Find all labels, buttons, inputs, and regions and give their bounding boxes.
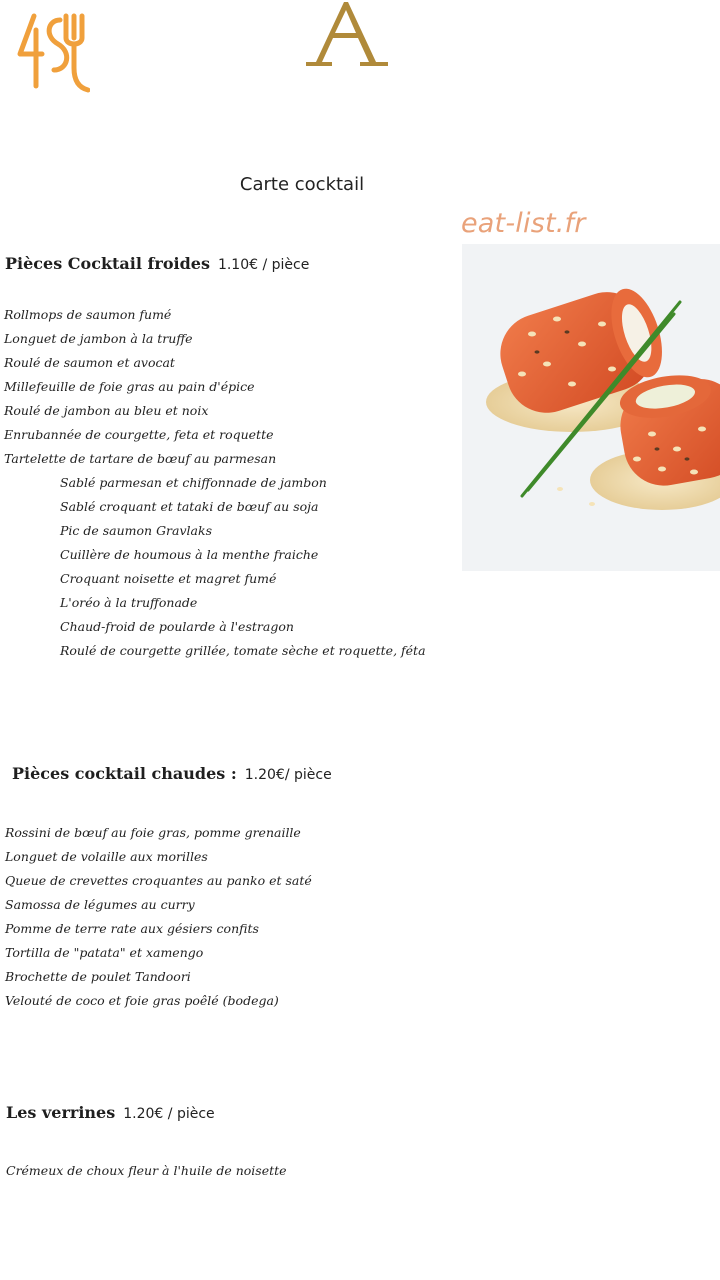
menu-item: Roulé de saumon et avocat (4, 355, 175, 370)
section-hot-title: Pièces cocktail chaudes : (12, 764, 237, 783)
menu-item: Rollmops de saumon fumé (4, 307, 172, 322)
section-verrines-price: 1.20€ / pièce (123, 1106, 215, 1122)
menu-item: Enrubannée de courgette, feta et roquette (4, 427, 274, 442)
menu-item: Rossini de bœuf au foie gras, pomme grenaille (5, 825, 301, 840)
section-hot-price: 1.20€/ pièce (244, 767, 332, 783)
section-verrines-heading (6, 1103, 215, 1122)
menu-item: Tartelette de tartare de bœuf au parmesan (4, 451, 277, 466)
menu-item: Chaud-froid de poularde à l'estragon (60, 619, 294, 634)
section-cold-heading (5, 254, 309, 273)
section-cold-title: Pièces Cocktail froides (5, 254, 210, 273)
watermark-text: eat-list.fr (461, 208, 586, 239)
menu-item: Pomme de terre rate aux gésiers confits (5, 921, 259, 936)
menu-item: Millefeuille de foie gras au pain d'épice (4, 379, 255, 394)
menu-item: Cuillère de houmous à la menthe fraiche (60, 547, 319, 562)
fork-knife-logo-icon (14, 10, 90, 96)
menu-item: Longuet de volaille aux morilles (5, 849, 208, 864)
restaurant-monogram-icon (300, 0, 392, 70)
menu-item: Velouté de coco et foie gras poêlé (bodega) (5, 993, 279, 1008)
menu-item: Roulé de jambon au bleu et noix (4, 403, 209, 418)
menu-item: Croquant noisette et magret fumé (60, 571, 277, 586)
menu-item: Queue de crevettes croquantes au panko et saté (5, 873, 312, 888)
menu-item: Pic de saumon Gravlaks (60, 523, 212, 538)
section-cold-price: 1.10€ / pièce (217, 257, 310, 273)
menu-item: Roulé de courgette grillée, tomate sèche et roquette, féta (60, 643, 426, 658)
menu-item: Crémeux de choux fleur à l'huile de noisette (6, 1163, 287, 1178)
page-title: Carte cocktail (239, 174, 365, 195)
menu-item: Longuet de jambon à la truffe (4, 331, 193, 346)
menu-item: Tortilla de "patata" et xamengo (5, 945, 204, 960)
food-photo (462, 244, 720, 571)
menu-item: L'oréo à la truffonade (60, 595, 198, 610)
section-verrines-title: Les verrines (6, 1103, 116, 1122)
menu-item: Sablé parmesan et chiffonnade de jambon (60, 475, 327, 490)
section-hot-heading (12, 764, 332, 783)
menu-item: Sablé croquant et tataki de bœuf au soja (60, 499, 319, 514)
menu-item: Samossa de légumes au curry (5, 897, 195, 912)
menu-item: Brochette de poulet Tandoori (5, 969, 191, 984)
